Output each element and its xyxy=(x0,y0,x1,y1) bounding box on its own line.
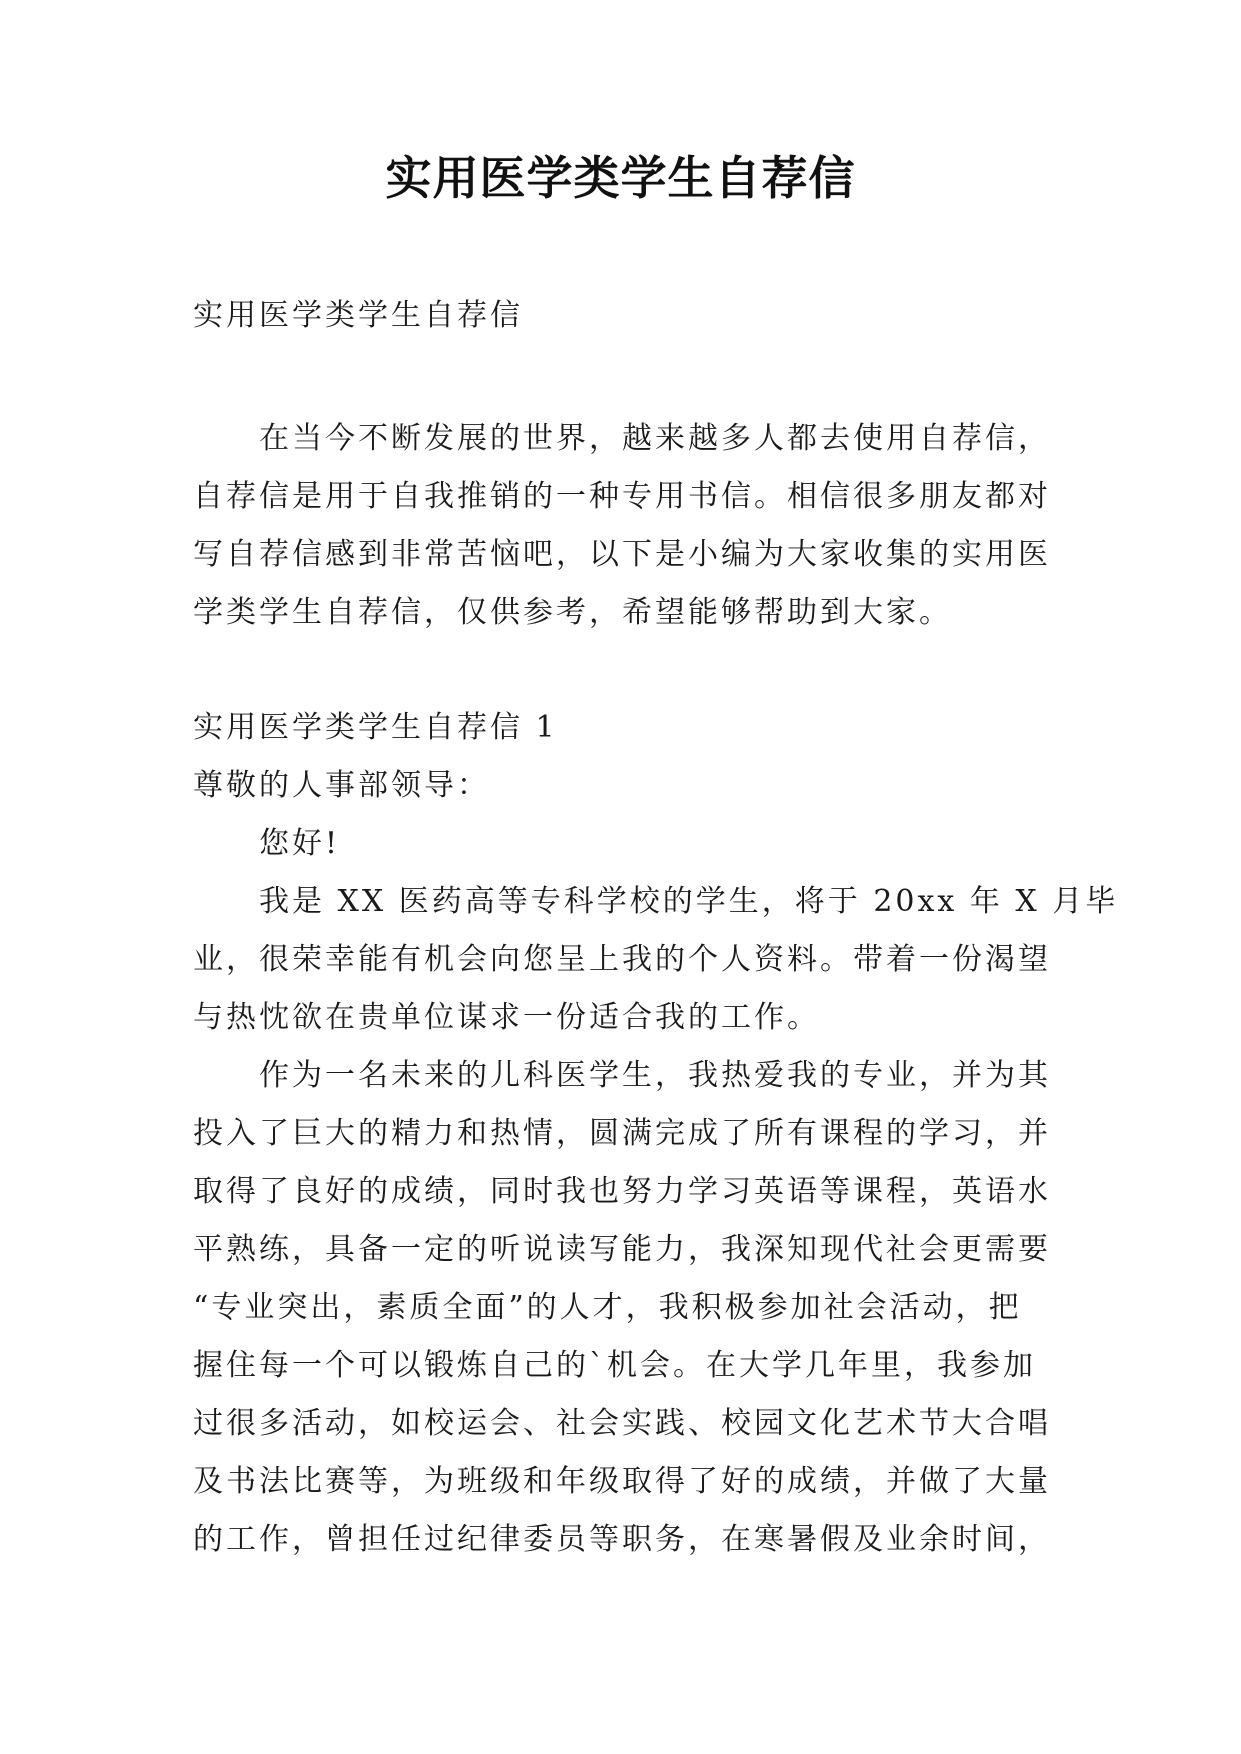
paragraph-line: 与热忱欲在贵单位谋求一份适合我的工作。 xyxy=(193,1000,820,1035)
document-title: 实用医学类学生自荐信 xyxy=(385,151,856,205)
paragraph-line: 过很多活动，如校运会、社会实践、校园文化艺术节大合唱 xyxy=(193,1406,1051,1441)
letter-salutation: 尊敬的人事部领导： xyxy=(193,768,490,803)
paragraph-line: 取得了良好的成绩，同时我也努力学习英语等课程，英语水 xyxy=(193,1174,1051,1209)
intro-line: 学类学生自荐信，仅供参考，希望能够帮助到大家。 xyxy=(193,595,952,630)
letter-body xyxy=(193,699,1119,1569)
paragraph-line: 投入了巨大的精力和热情，圆满完成了所有课程的学习，并 xyxy=(193,1116,1051,1151)
paragraph-line: 及书法比赛等，为班级和年级取得了好的成绩，并做了大量 xyxy=(193,1464,1051,1499)
paragraph-line: 平熟练，具备一定的听说读写能力，我深知现代社会更需要 xyxy=(193,1232,1051,1267)
document-subtitle: 实用医学类学生自荐信 xyxy=(193,298,523,333)
paragraph-line: 的工作，曾担任过纪律委员等职务，在寒暑假及业余时间， xyxy=(193,1522,1051,1557)
intro-line: 在当今不断发展的世界，越来越多人都去使用自荐信， xyxy=(259,421,1051,456)
paragraph-line: 我是 XX 医药高等专科学校的学生，将于 20xx 年 X 月毕 xyxy=(259,884,1119,919)
letter-greeting: 您好! xyxy=(259,826,341,861)
intro-line: 写自荐信感到非常苦恼吧，以下是小编为大家收集的实用医 xyxy=(193,537,1051,572)
intro-paragraph xyxy=(193,410,1053,642)
letter-heading: 实用医学类学生自荐信 1 xyxy=(193,710,558,745)
intro-line: 自荐信是用于自我推销的一种专用书信。相信很多朋友都对 xyxy=(193,479,1051,514)
paragraph-line: 作为一名未来的儿科医学生，我热爱我的专业，并为其 xyxy=(259,1058,1051,1093)
paragraph-line: 业，很荣幸能有机会向您呈上我的个人资料。带着一份渴望 xyxy=(193,942,1051,977)
paragraph-line: “专业突出，素质全面”的人才，我积极参加社会活动，把 xyxy=(193,1290,1022,1325)
paragraph-line: 握住每一个可以锻炼自己的`机会。在大学几年里，我参加 xyxy=(193,1348,1036,1383)
